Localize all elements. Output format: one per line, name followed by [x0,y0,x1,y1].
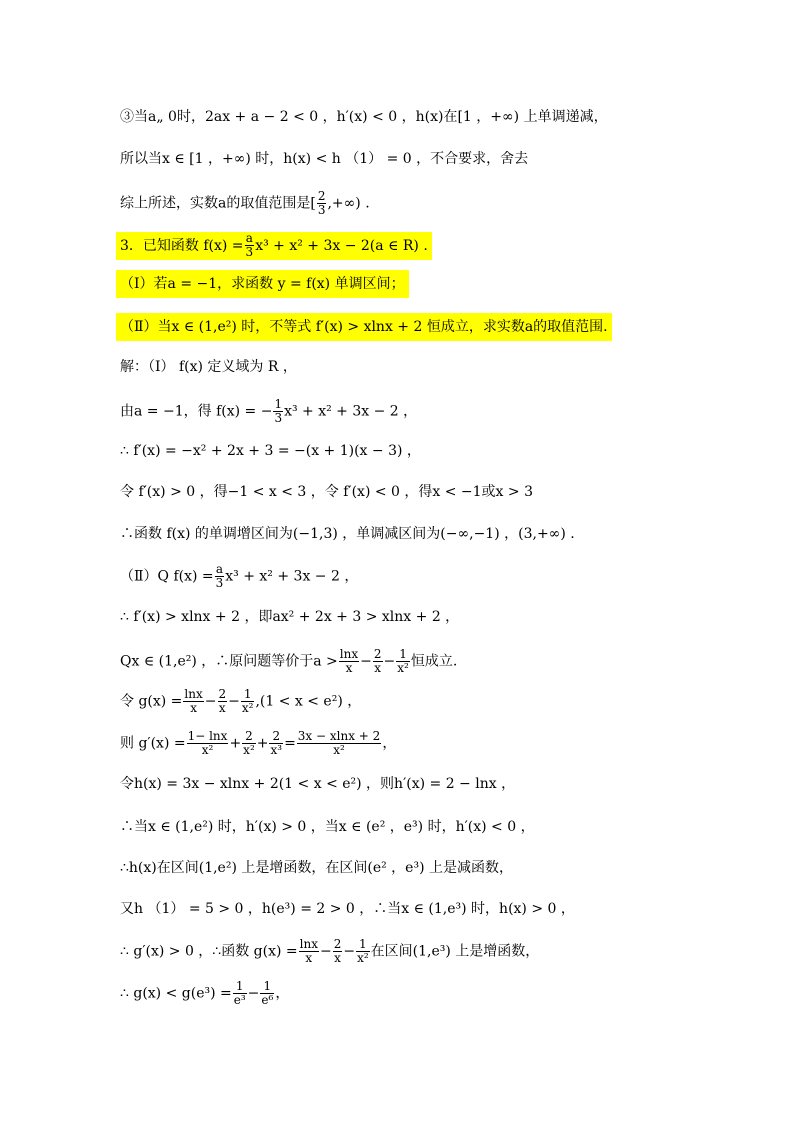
fraction: $\frac{1}{\text{e⁶}}$ [261,979,274,1007]
fraction: $\frac{2}{\text{x³}}$ [270,729,283,757]
fraction: $\frac{\ln x}{x}$ [339,647,359,675]
text-line: ∴函数 f(x) 的单调增区间为(−1,3) ，单调减区间为(−∞,−1) ，(3,+∞) . [120,526,575,542]
highlighted-text: （Ⅱ）当x ∈ (1,e²) 时，不等式 f′(x) > xlnx + 2 恒成立，求实数a的取值范围. [116,313,612,341]
text-line: 又h （1） = 5 > 0 ，h(e³) = 2 > 0 ，∴当x ∈ (1,e³) 时，h(x) > 0 ， [120,901,575,917]
fraction: $\frac{2}{x}$ [333,937,342,965]
problem-part-1 [120,275,409,293]
text-line: ∴当x ∈ (1,e²) 时，h′(x) > 0 ，当x ∈ (e² ，e³) 时，h′(x) < 0 ， [120,819,535,835]
text-line: 令 f′(x) > 0 ，得−1 < x < 3 ，令 f′(x) < 0 ，得x < −1或x > 3 [120,484,533,500]
text-line: ∴h(x)在区间(1,e²) 上是增函数，在区间(e² ，e³) 上是减函数， [120,860,513,876]
text-line: Qx ∈ (1,e²) ，∴原问题等价于a > $\frac{\ln x}{x}$ − $\frac{2}{x}$ − $\frac{1}{\text{x²}}$ 恒成立. [120,647,458,675]
fraction: $\frac{3x - xlnx + 2}{\text{x²}}$ [297,729,381,757]
text-line: ∴ g(x) < g(e³) = $\frac{1}{\text{e³}}$ − $\frac{1}{\text{e⁶}}$ ， [120,979,290,1007]
text-line: ∴ g′(x) > 0 ，∴函数 g(x) = $\frac{\ln x}{x}$ − $\frac{2}{x}$ − $\frac{1}{\text{x²}}$ 在区间(1,e³) 上是增函数， [120,937,540,965]
text-line-conclusion-reject: 所以当x ∈ [1 ，+∞) 时，h(x) < h （1） = 0 ，不合要求，舍去 [120,151,529,167]
fraction: $\frac{1}{3}$ [274,397,283,425]
fraction: $\frac{2}{3}$ [317,189,326,217]
fraction: $\frac{2}{\text{x²}}$ [243,729,255,757]
problem-part-2 [120,318,612,336]
fraction: $\frac{1}{\text{x²}}$ [241,687,254,715]
text-line: ∴ f′(x) > xlnx + 2 ，即ax² + 2x + 3 > xlnx + 2 ， [120,609,460,625]
text-line-case3: ③当a„ 0时，2ax + a − 2 < 0 ，h′(x) < 0 ，h(x)在[1 ，+∞) 上单调递减， [120,109,608,125]
text-line: 由a = −1，得 f(x) = − $\frac{1}{3}$ x³ + x² + 3x − 2 ， [120,397,418,425]
highlighted-text: （Ⅰ）若a = −1，求函数 y = f(x) 单调区间； [116,270,409,298]
text-line: （Ⅱ）Q f(x) = $\frac{a}{3}$ x³ + x² + 3x − 2 ， [120,562,359,590]
fraction: $\frac{a}{3}$ [245,231,254,259]
fraction: $\frac{\ln x}{x}$ [184,687,203,715]
text-line: 令 g(x) = $\frac{\ln x}{x}$ − $\frac{2}{x}$ − $\frac{1}{\text{x²}}$ ,(1 < x < e²) ， [120,687,362,715]
highlighted-text: 3．已知函数 f(x) = $\frac{a}{3}$ x³ + x² + 3x − 2(a ∈ R) . [116,232,432,260]
fraction: $\frac{\ln x}{x}$ [299,937,318,965]
solution-start: 解：（Ⅰ） f(x) 定义域为 R ， [120,359,297,375]
text-line: 令h(x) = 3x − xlnx + 2(1 < x < e²) ，则h′(x) = 2 − lnx ， [120,776,516,792]
text-line: ∴ f′(x) = −x² + 2x + 3 = −(x + 1)(x − 3) ， [120,443,421,459]
fraction: $\frac{1}{\text{x²}}$ [397,647,409,675]
problem-statement [120,232,432,259]
fraction: $\frac{1}{\text{e³}}$ [233,979,246,1007]
fraction: $\frac{1}{\text{x²}}$ [357,937,369,965]
text-line: 则 g′(x) = $\frac{1- \ln x}{\text{x²}}$ + $\frac{2}{\text{x²}}$ + $\frac{2}{\text{x³}}$ = $\frac{3x - xlnx + 2}{\text{x²}}$ ， [120,729,397,757]
fraction: $\frac{2}{x}$ [218,687,227,715]
text-line-summary: 综上所述，实数a的取值范围是[ $\frac{2}{3}$ ,+∞) . [120,189,370,217]
fraction: $\frac{1- \ln x}{\text{x²}}$ [187,729,228,757]
fraction: $\frac{a}{3}$ [215,562,224,590]
fraction: $\frac{2}{x}$ [373,647,382,675]
